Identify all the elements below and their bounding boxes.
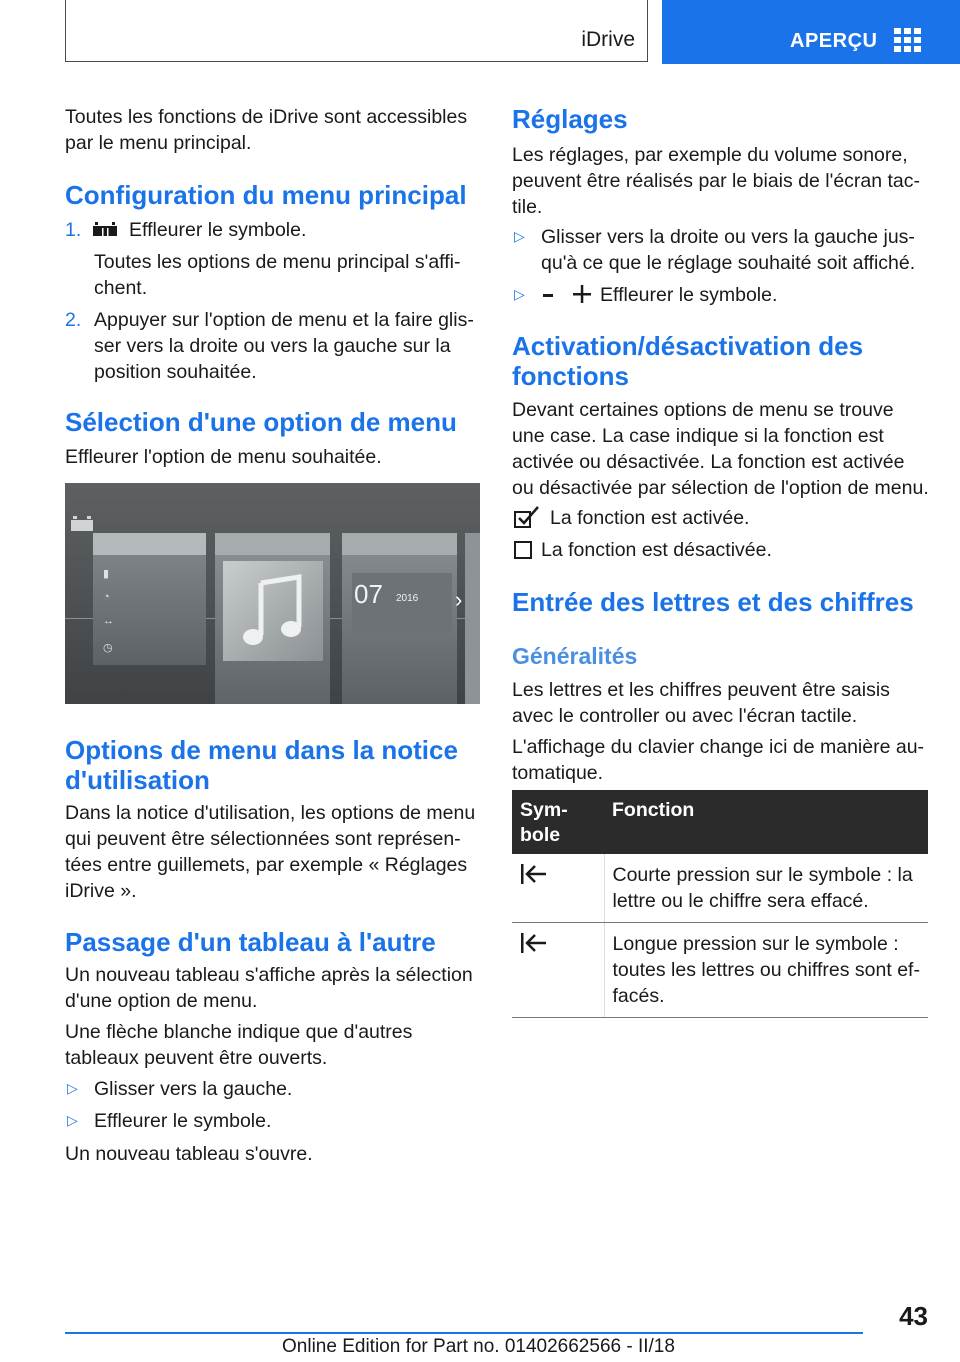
footer-rule — [65, 1332, 863, 1334]
album-art — [223, 561, 323, 661]
bullet-tap-symbol-text: Effleurer le symbole. — [94, 1110, 272, 1132]
step-2-text: Appuyer sur l'option de menu et la faire glisser vers la droite ou vers la gauche sur la position souhaitée. — [94, 309, 474, 383]
header-section-label: iDrive — [581, 28, 635, 51]
backspace-icon — [520, 862, 548, 886]
unchecked-text: La fonction est désactivée. — [541, 539, 772, 561]
vehicle-panel-header — [93, 533, 206, 555]
table-cell-symbol — [512, 854, 604, 923]
calendar-panel — [342, 533, 457, 704]
table-row — [512, 923, 928, 1018]
clock-icon: ◷ — [103, 642, 113, 654]
bullet-triangle-icon: ▷ — [67, 1112, 78, 1128]
music-panel-header — [215, 533, 330, 555]
symbol-table — [512, 790, 928, 1018]
next-panel — [465, 533, 480, 704]
options-text: Dans la notice d'utilisation, les options de menu qui peuvent être sélectionnées sont représentées entre guillemets, par exemple « Réglages iDrive ». — [65, 802, 476, 902]
bullet-swipe-adjust-text: Glisser vers la droite ou vers la gauche jusqu'à ce que le réglage souhaité soit affiché. — [541, 226, 916, 274]
calendar-panel-header — [342, 533, 457, 555]
minus-icon — [542, 286, 554, 304]
table-cell-function: Longue pression sur le symbole : toutes les lettres ou chiffres sont effacés. — [604, 923, 928, 1018]
checked-text: La fonction est activée. — [550, 507, 750, 529]
table-row — [512, 854, 928, 923]
header-chapter-tab — [662, 0, 960, 64]
bullet-swipe-left-text: Glisser vers la gauche. — [94, 1078, 293, 1100]
select-title: Sélection d'une option de menu — [65, 407, 457, 437]
general-text-1: Les lettres et les chiffres peuvent être saisis avec le controller ou avec l'écran tactile. — [512, 679, 890, 727]
step-1-text: Effleurer le symbole. — [129, 219, 307, 241]
header-section-tab — [65, 0, 648, 62]
bullet-tap-minus-plus-text: Effleurer le symbole. — [600, 284, 778, 306]
activation-title: Activation/désactivation des fonctions — [512, 331, 864, 391]
date-tile — [352, 573, 452, 633]
bullet-triangle-icon: ▷ — [514, 228, 525, 244]
options-title: Options de menu dans la notice d'utilisation — [65, 735, 458, 795]
table-cell-function: Courte pression sur le symbole : la lettre ou le chiffre sera effacé. — [604, 854, 928, 923]
date-year: 2016 — [396, 593, 419, 604]
checkbox-unchecked-icon — [514, 541, 532, 559]
next-arrow-icon[interactable]: › — [455, 587, 463, 612]
reglages-title: Réglages — [512, 104, 628, 134]
music-note-icon — [223, 561, 323, 661]
step-2-number: 2. — [65, 309, 82, 331]
main-menu-icon — [93, 222, 117, 236]
speed-icon: ◔ — [103, 591, 110, 603]
passage-text-1: Un nouveau tableau s'affiche après la sélection d'une option de menu. — [65, 964, 473, 1012]
step-1-number: 1. — [65, 219, 82, 241]
vehicle-panel — [93, 533, 206, 665]
table-header-function: Fonction — [604, 790, 928, 854]
passage-title: Passage d'un tableau à l'autre — [65, 927, 436, 957]
table-header-symbol: Symbole — [512, 790, 604, 854]
table-header-row — [512, 790, 928, 854]
general-title: Généralités — [512, 643, 638, 669]
table-cell-symbol — [512, 923, 604, 1018]
general-text-2: L'affichage du clavier change ici de manière automatique. — [512, 736, 925, 784]
passage-end-text: Un nouveau tableau s'ouvre. — [65, 1143, 313, 1165]
bullet-triangle-icon: ▷ — [67, 1080, 78, 1096]
music-panel — [215, 533, 330, 704]
step-1-subtext: Toutes les options de menu principal s'affichent. — [94, 251, 461, 299]
checkbox-checked-icon — [514, 506, 540, 528]
bullet-triangle-icon: ▷ — [514, 286, 525, 302]
range-icon: ↔ — [103, 615, 114, 627]
entry-title: Entrée des lettres et des chiffres — [512, 587, 914, 617]
page-number: 43 — [899, 1301, 928, 1331]
idrive-screen-image — [65, 483, 480, 704]
fuel-icon: ▮ — [103, 568, 110, 580]
footer-edition: Online Edition for Part no. 01402662566 - II/18 — [282, 1336, 675, 1357]
select-text: Effleurer l'option de menu souhaitée. — [65, 446, 382, 468]
header-chapter-label: APERÇU — [790, 30, 878, 52]
activation-text: Devant certaines options de menu se trouve une case. La case indique si la fonction est activée ou désactivée. La fonction est activée ou désactivée par sélection de l'option de menu. — [512, 399, 929, 499]
reglages-text: Les réglages, par exemple du volume sonore, peuvent être réalisés par le biais de l'écran tactile. — [512, 144, 921, 218]
config-title: Configuration du menu principal — [65, 180, 467, 210]
grid-menu-icon — [894, 28, 922, 52]
date-day: 07 — [354, 579, 383, 609]
passage-text-2: Une flèche blanche indique que d'autres tableaux peuvent être ouverts. — [65, 1021, 413, 1069]
plus-icon — [572, 284, 592, 304]
intro-text: Toutes les fonctions de iDrive sont accessibles par le menu principal. — [65, 106, 468, 154]
screen-menu-icon — [71, 515, 93, 531]
backspace-icon — [520, 931, 548, 955]
